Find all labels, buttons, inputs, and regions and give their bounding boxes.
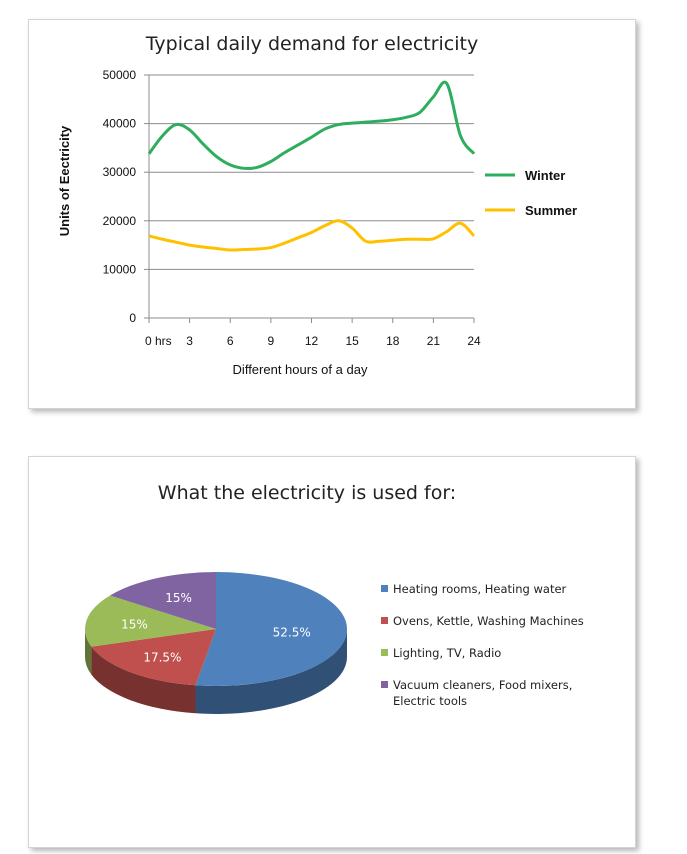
x-tick-label: 9 xyxy=(267,334,275,348)
pie-data-label: 15% xyxy=(121,617,148,632)
pie-legend-label: Electric tools xyxy=(393,694,468,708)
pie-chart xyxy=(29,457,635,847)
y-tick-labels xyxy=(103,68,137,325)
x-axis-label: Different hours of a day xyxy=(232,362,368,377)
pie-legend-label: Vacuum cleaners, Food mixers, xyxy=(393,678,573,692)
x-tick-label: 6 xyxy=(226,334,234,348)
x-tick-labels xyxy=(145,334,481,348)
pie-legend-label: Lighting, TV, Radio xyxy=(393,646,502,660)
series-line-winter xyxy=(149,82,474,168)
line-chart xyxy=(29,20,635,408)
pie-chart-title: What the electricity is used for: xyxy=(157,482,457,504)
y-tick-label: 0 xyxy=(129,311,136,325)
series-line-summer xyxy=(149,221,474,250)
x-tick-label: 12 xyxy=(304,334,319,348)
legend-label-winter: Winter xyxy=(525,168,566,183)
x-tick-label: 0 hrs xyxy=(145,334,172,348)
y-tick-label: 20000 xyxy=(102,213,136,228)
x-tick-label: 24 xyxy=(467,334,481,348)
pie-legend-label: Ovens, Kettle, Washing Machines xyxy=(393,614,584,628)
axes xyxy=(149,75,474,323)
pie-legend-swatch xyxy=(381,617,388,624)
x-tick-label: 3 xyxy=(186,334,193,348)
x-tick-label: 15 xyxy=(345,334,359,348)
series-lines xyxy=(149,82,474,250)
x-tick-label: 18 xyxy=(386,334,400,348)
pie-data-label: 15% xyxy=(165,591,192,606)
pie-legend-swatch xyxy=(381,585,388,592)
pie-chart-panel xyxy=(28,456,636,848)
pie-legend-swatch xyxy=(381,681,388,688)
pie-data-label: 17.5% xyxy=(143,650,182,665)
x-tick-label: 21 xyxy=(426,334,441,348)
pie-body xyxy=(85,572,347,714)
legend-label-summer: Summer xyxy=(525,203,578,218)
y-axis-label: Units of Eectricity xyxy=(57,125,72,237)
pie-data-label: 52.5% xyxy=(272,625,311,640)
pie-legend-swatch xyxy=(381,649,388,656)
pie-legend-label: Heating rooms, Heating water xyxy=(393,582,567,596)
y-gridlines xyxy=(144,75,474,318)
line-legend xyxy=(485,168,577,218)
line-chart-title: Typical daily demand for electricity xyxy=(145,33,479,55)
pie-legend xyxy=(381,582,584,708)
line-chart-panel xyxy=(28,19,636,409)
y-tick-label: 10000 xyxy=(102,262,136,277)
y-tick-label: 40000 xyxy=(102,116,136,131)
y-tick-label: 30000 xyxy=(102,165,136,180)
y-tick-label: 50000 xyxy=(102,68,136,82)
